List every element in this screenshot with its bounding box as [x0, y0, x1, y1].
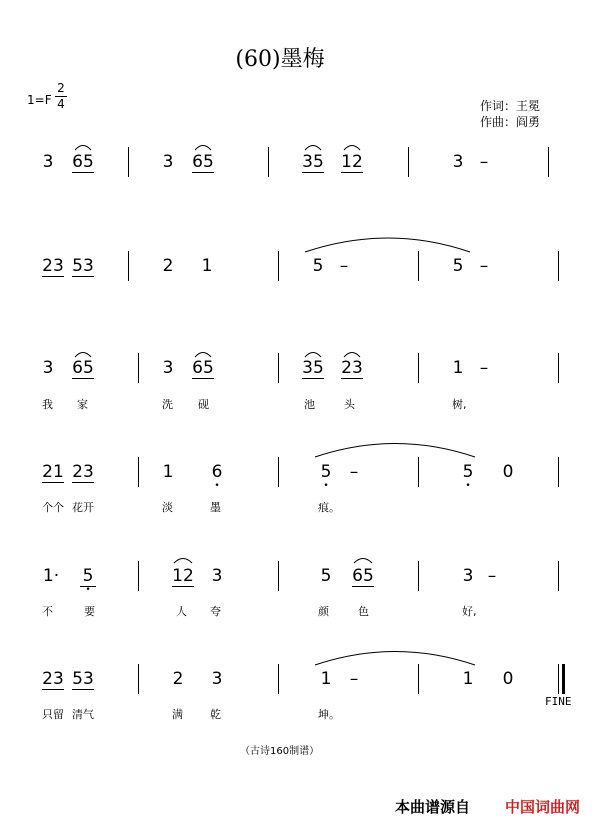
dash: – — [349, 669, 359, 689]
barline — [278, 251, 279, 281]
note: 3 — [462, 566, 474, 586]
note: 12 — [172, 566, 194, 586]
lyric: 要 — [84, 605, 95, 618]
note: 5 — [320, 566, 332, 586]
note: 65 — [352, 566, 374, 586]
lyric: 池 — [304, 398, 315, 411]
time-signature-top: 2 — [57, 81, 65, 95]
note: 23 — [72, 462, 94, 482]
note: 3 — [162, 358, 174, 378]
note: 1 — [201, 256, 213, 276]
barline — [558, 561, 559, 591]
barline — [408, 147, 409, 177]
lyric: 砚 — [198, 398, 209, 411]
slur — [305, 353, 321, 358]
dotted-note: 1· — [42, 566, 60, 586]
low-octave-dot: • — [465, 481, 471, 491]
lyric: 满 — [172, 708, 183, 721]
note: 23 — [42, 256, 64, 276]
note: 12 — [341, 152, 363, 172]
watermark-site-name[interactable]: 中国词曲网 — [505, 798, 581, 816]
time-signature-bottom: 4 — [57, 97, 65, 111]
dash: – — [479, 152, 489, 172]
slur — [75, 353, 91, 358]
barline — [138, 664, 139, 694]
dash: – — [479, 358, 489, 378]
low-octave-dot: • — [214, 481, 220, 491]
lyric: 色 — [358, 605, 369, 618]
slur — [344, 353, 360, 358]
lyric: 夸 — [210, 605, 221, 618]
dash: – — [349, 462, 359, 482]
footnote: （古诗160制谱） — [240, 746, 320, 757]
note: 2 — [162, 256, 174, 276]
lyric: 淡 — [162, 501, 173, 514]
barline — [418, 353, 419, 383]
lyric: 好, — [462, 605, 477, 618]
note: 53 — [72, 256, 94, 276]
lyric: 痕。 — [318, 501, 340, 514]
slur — [354, 559, 372, 564]
barline — [128, 251, 129, 281]
note: 2 — [172, 669, 184, 689]
lyric: 洗 — [162, 398, 173, 411]
barline — [418, 561, 419, 591]
rest: 0 — [502, 669, 514, 689]
note: 35 — [302, 152, 324, 172]
barline — [558, 457, 559, 487]
lyric: 头 — [344, 398, 355, 411]
barline — [418, 457, 419, 487]
barline — [268, 147, 269, 177]
note: 1 — [462, 669, 474, 689]
barline — [558, 251, 559, 281]
note: 35 — [302, 358, 324, 378]
note: 65 — [72, 152, 94, 172]
final-barline-thin — [558, 664, 559, 694]
note: 3 — [452, 152, 464, 172]
barline — [138, 353, 139, 383]
note: 1 — [162, 462, 174, 482]
barline — [138, 561, 139, 591]
slur — [75, 146, 91, 151]
lyric: 树, — [452, 398, 467, 411]
note: 53 — [72, 669, 94, 689]
page-title: (60)墨梅 — [235, 47, 325, 72]
note: 23 — [42, 669, 64, 689]
slur — [195, 146, 211, 151]
tie — [305, 238, 470, 252]
note: 6 — [211, 462, 223, 482]
watermark-source-label: 本曲谱源自 — [395, 798, 471, 816]
tie — [315, 652, 475, 666]
composer: 作曲：阎勇 — [480, 115, 541, 129]
rest: 0 — [502, 462, 514, 482]
barline — [548, 147, 549, 177]
barline — [418, 664, 419, 694]
note: 5 — [80, 566, 96, 587]
dash: – — [339, 256, 349, 276]
slur — [305, 146, 321, 151]
note: 5 — [320, 462, 332, 482]
barline — [278, 664, 279, 694]
note: 23 — [341, 358, 363, 378]
lyric: 坤。 — [318, 708, 340, 721]
lyric: 人 — [176, 605, 187, 618]
lyric: 乾 — [210, 708, 221, 721]
dash: – — [487, 566, 497, 586]
fine-marker: FINE — [545, 695, 572, 708]
lyric: 花开 — [72, 501, 94, 514]
note: 65 — [72, 358, 94, 378]
note: 1 — [452, 358, 464, 378]
lyric: 墨 — [210, 501, 221, 514]
key-signature: 1=F — [27, 93, 52, 107]
lyric: 清气 — [72, 708, 94, 721]
barline — [278, 457, 279, 487]
note: 3 — [42, 358, 54, 378]
lyric: 个个 — [42, 501, 64, 514]
barline — [128, 147, 129, 177]
barline — [138, 457, 139, 487]
note: 5 — [452, 256, 464, 276]
note: 3 — [211, 669, 223, 689]
final-barline-thick — [562, 664, 565, 694]
slur — [195, 353, 211, 358]
note: 3 — [211, 566, 223, 586]
slur — [174, 559, 192, 564]
note: 65 — [192, 152, 214, 172]
note: 5 — [312, 256, 324, 276]
note: 1 — [320, 669, 332, 689]
barline — [558, 353, 559, 383]
lyric: 家 — [77, 398, 88, 411]
note: 3 — [162, 152, 174, 172]
low-octave-dot: • — [85, 585, 91, 595]
tie — [315, 444, 475, 458]
note: 21 — [42, 462, 64, 482]
lyric: 我 — [42, 398, 53, 411]
dash: – — [479, 256, 489, 276]
barline — [418, 251, 419, 281]
note: 5 — [462, 462, 474, 482]
lyricist: 作词：王冕 — [480, 99, 541, 113]
lyric: 不 — [42, 605, 53, 618]
barline — [278, 353, 279, 383]
slur — [344, 146, 360, 151]
barline — [278, 561, 279, 591]
low-octave-dot: • — [323, 481, 329, 491]
note: 65 — [192, 358, 214, 378]
lyric: 颜 — [318, 605, 329, 618]
lyric: 只留 — [42, 708, 64, 721]
note: 3 — [42, 152, 54, 172]
